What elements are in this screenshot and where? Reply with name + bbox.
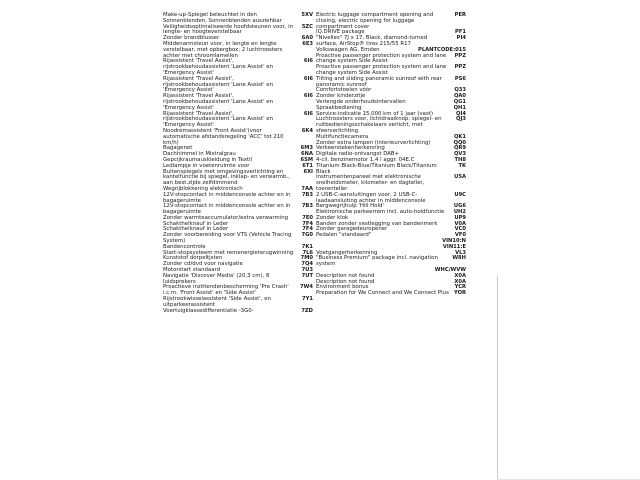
option-code: 7UT — [301, 272, 313, 279]
option-code: 7Q4 — [301, 261, 313, 268]
option-entry — [316, 175, 466, 192]
option-code: 6SM — [300, 156, 313, 163]
option-description: "Business Premium" package incl. navigation system — [316, 255, 438, 268]
option-code: QQ0 — [453, 139, 466, 146]
option-code: 5XV — [301, 12, 313, 18]
option-code: QK1 — [453, 133, 466, 140]
option-code: PS6 — [454, 75, 466, 82]
option-code: PER — [454, 12, 466, 18]
option-code: QG1 — [453, 98, 466, 105]
option-description: Tilting and sliding panoramic sunroof with rear panoramic sunroof — [316, 75, 442, 88]
option-description: Schakthelknauf in Leder — [163, 220, 229, 227]
option-code: 6M3 — [300, 145, 313, 152]
option-code: 6XI — [303, 168, 313, 175]
option-description: Zonder warmteaccumulator/extra verwarming — [163, 214, 289, 221]
option-code: WHC/WVW — [434, 267, 466, 274]
option-description: Zonder klok — [316, 214, 349, 221]
option-description: Zonder extra lampen (interieurverlichting) — [316, 139, 431, 146]
option-description: Navigatie 'Discover Media' (20,3 cm), 8 luidsprekers — [163, 272, 270, 285]
option-description: Digitale radio-ontvangst DAB+ — [316, 151, 400, 158]
option-code: 6I6 — [303, 93, 313, 100]
option-code: VF0 — [454, 232, 466, 239]
option-description: Make-up-Spiegel beleuchtet in den Sonnenblenden, Sonnenblenden ausziehbar — [163, 12, 282, 24]
option-description: Elektronische parkeerrem incl. auto-holdfunctie — [316, 209, 445, 216]
option-description: Description not found — [316, 278, 375, 285]
option-entry — [163, 129, 313, 146]
option-code: Q33 — [454, 87, 466, 94]
options-column-right — [316, 13, 466, 297]
option-code: VL3 — [455, 249, 466, 256]
option-code: 6A0 — [301, 35, 313, 42]
option-description: Rijassistent 'Travel Assist', rijstrookbehoudassistent 'Lane Assist' en 'Emergency Assist' — [163, 58, 274, 76]
option-code: 7B3 — [301, 203, 313, 210]
option-code: YCR — [454, 284, 466, 291]
option-code: UP9 — [454, 214, 466, 221]
option-description: Zonder brandblusser — [163, 35, 220, 42]
option-code: 7E0 — [302, 214, 313, 221]
option-description: Voetgangerherkenning — [316, 249, 378, 256]
option-description: Proactive passenger protection system and lane change system Side Assist — [316, 52, 447, 65]
option-code: 7U3 — [301, 267, 313, 274]
option-code: 6I6 — [303, 110, 313, 117]
option-entry — [163, 112, 313, 129]
option-entry — [316, 117, 466, 134]
option-description: Rijassistent 'Travel Assist', rijstrookbehoudassistent 'Lane Assist' en 'Emergency Assist' — [163, 93, 274, 111]
option-description: Instrumentenpaneel met elektronische snelheidsmeter, kilometer- en dagteller, toerenteller — [316, 174, 425, 192]
option-code: W8H — [452, 255, 466, 262]
option-code: QJ3 — [456, 116, 466, 123]
option-code: QA0 — [453, 93, 466, 100]
option-description: 12V-stopcontact in middenconsole achter en in bagageruimte — [163, 191, 291, 204]
option-description: Proactive passenger protection system and lane change system Side Assist — [316, 64, 447, 76]
option-code: 7K1 — [301, 243, 313, 250]
option-description: Banden zonder vestlegging van bandenmerk — [316, 220, 438, 227]
option-code: 5ZC — [301, 23, 313, 30]
option-code: PLANTCODE:015 — [418, 46, 466, 53]
option-description: Bagagenet — [163, 145, 193, 152]
option-entry — [163, 59, 313, 76]
option-code: 7G0 — [301, 232, 313, 239]
option-description: Volkswagen AG, Emden — [316, 46, 380, 53]
option-code: 6I6 — [303, 58, 313, 65]
option-description: Service-indicatie 15.000 km of 1 jaar (vast) — [316, 110, 433, 117]
option-code: PF1 — [455, 29, 466, 36]
option-code: U5A — [454, 174, 466, 181]
option-code: VIN11:E — [442, 243, 466, 250]
options-column-left — [163, 13, 313, 314]
option-code: 7AA — [301, 185, 313, 192]
option-description: Verlengde onderhoudsintervallen — [316, 98, 406, 105]
option-description: Middenarmsteun voor, in lengte en lengte verstelbaar, met opbergbox; 2 luchtroosters achter met chroomlamellen — [163, 40, 283, 59]
option-description: Zonder kinderzitje — [316, 93, 366, 100]
option-entry — [163, 77, 313, 94]
option-code: YOR — [454, 290, 466, 297]
option-description: Preparation for We Connect and We Connect Plus — [316, 290, 449, 297]
option-code: QR9 — [453, 145, 466, 152]
option-description: Voertuigklassedifferentiatie -3G0- — [163, 307, 254, 314]
option-code: 7F4 — [302, 220, 313, 227]
option-description: 4-cil. benzinemotor 1,4 l aggr. 04E.C — [316, 156, 415, 163]
option-code: 7M0 — [300, 255, 313, 262]
option-code: TH8 — [454, 156, 466, 163]
option-description: Luchtroosters voor, lichtdraaiknop, spiegel- en ruitbedieningsschakelaars verlicht, met sfeerverlichting — [316, 116, 442, 134]
option-description: Gepcijkraumauskleidung in Textil — [163, 156, 253, 163]
option-entry — [163, 170, 313, 187]
option-entry — [163, 94, 313, 111]
option-code: QI4 — [456, 110, 466, 117]
option-description: 12V-stopcontact in middenconsole achter en in bagageruimte — [163, 203, 291, 216]
option-description: Veiligheidsoptimaliseerde hoofdsteunen voor, in lengte- en hoogteverstelbaar — [163, 23, 294, 36]
option-code: 6I6 — [303, 75, 313, 82]
option-description: Verkeerstekenherkenning — [316, 145, 385, 152]
option-code: PPZ — [454, 64, 466, 71]
option-description: Zonder cd/dvd voor navigatie — [163, 261, 243, 268]
option-code: 6NA — [301, 151, 313, 158]
option-description: Ledlampje in voetenruimte voor — [163, 162, 250, 169]
option-code: 7W4 — [300, 284, 313, 291]
option-code: U9C — [454, 191, 466, 198]
option-entry — [163, 42, 313, 59]
page-edge-divider — [497, 276, 498, 480]
option-entry — [163, 13, 313, 25]
option-description: Proactieve inzittendenbescherming 'Pre Crash' i.c.m. 'Front Assist' en 'Side Assist' — [163, 284, 289, 297]
option-code: 7B3 — [301, 191, 313, 198]
option-code: 7F4 — [302, 226, 313, 233]
option-description: Buitenspiegels met omgevingsverlichting en kantelfunctie bij spiegel, inklap- en verwarmb., aan best.zijde zelfdimmend — [163, 168, 290, 187]
option-code: V0A — [454, 220, 466, 227]
option-entry — [163, 309, 313, 315]
option-entry — [163, 297, 313, 309]
option-code: 6E3 — [302, 40, 313, 47]
option-code: PPZ — [454, 52, 466, 59]
option-code: UG6 — [453, 203, 466, 210]
option-entry — [316, 13, 466, 30]
option-description: Comfortstoelen vóór — [316, 87, 372, 94]
option-description: Multifunctiecamera — [316, 133, 369, 140]
option-code: 6T1 — [302, 162, 313, 169]
option-code: VIN10:N — [442, 238, 466, 245]
option-description: Bergwegrijhulp 'Hill Hold' — [316, 203, 384, 210]
option-description: Zonder garagedeuropener — [316, 226, 388, 233]
option-description: Wegrijblokkering elektronisch — [163, 185, 243, 192]
option-description: IQ.DRIVE package — [316, 29, 365, 36]
option-code: TK — [458, 162, 466, 169]
option-description: Spraakbediening — [316, 104, 362, 111]
option-description: Description not found — [316, 272, 375, 279]
option-description: Bandencontrole — [163, 243, 206, 250]
option-description: Zonder voorbereiding voor VTS (Vehicle Tracing System) — [163, 232, 292, 245]
option-description: Titanium Black-Blue/Titanium Black/Titanium Black — [316, 162, 437, 175]
option-code: 7ZD — [301, 307, 313, 314]
option-description: Rijstrookwisselassistent 'Side Assist', en uitparkeerassistent — [163, 296, 271, 308]
option-code: X0A — [454, 278, 466, 285]
option-code: QV3 — [453, 151, 466, 158]
option-description: Kunststof dorpeltjsten — [163, 255, 223, 262]
option-description: Start-stopsysteem met remenergieterugwinning — [163, 249, 294, 256]
option-description: Noodremassistent 'Front Assist'(voor automatische afstandsregeling 'ACC' tot 210 km/h) — [163, 127, 284, 146]
option-description: Electric luggage compartment opening and closing, electric opening for luggage compartment cover — [316, 12, 434, 30]
option-code: UH2 — [453, 209, 466, 216]
option-description: Environment bonus — [316, 284, 369, 291]
option-description: "Nivelles" 7J x 17, Black, diamond-turned surface, AirStop® tires 215/55 R17 — [316, 35, 428, 47]
option-description: Rijassistent 'Travel Assist', rijstrookbehoudassistent 'Lane Assist' en 'Emergency Assist' — [163, 75, 274, 94]
option-code: PI4 — [456, 35, 466, 42]
option-description: Dachhimmel in Mistralgrau — [163, 151, 236, 158]
option-description: Pedalen "standaard" — [316, 232, 372, 239]
option-description: Motorstart standaard — [163, 267, 221, 274]
option-entry — [316, 291, 466, 297]
option-description: Rijassistent 'Travel Assist', rijstrookbehoudassistent 'Lane Assist' en 'Emergency Assist' — [163, 110, 274, 129]
option-code: VC0 — [454, 226, 466, 233]
option-code: 7L6 — [302, 249, 313, 256]
option-description: Schakthelknauf in Leder — [163, 226, 229, 233]
option-code: X0A — [454, 272, 466, 279]
option-description: 2 USB-C-aansluitingen voor, 2 USB-C-laadaansluiting achter in middenconsole — [316, 191, 426, 204]
option-code: QH1 — [453, 104, 466, 111]
option-code: 6K4 — [301, 127, 313, 134]
option-code: 7Y1 — [302, 296, 313, 303]
